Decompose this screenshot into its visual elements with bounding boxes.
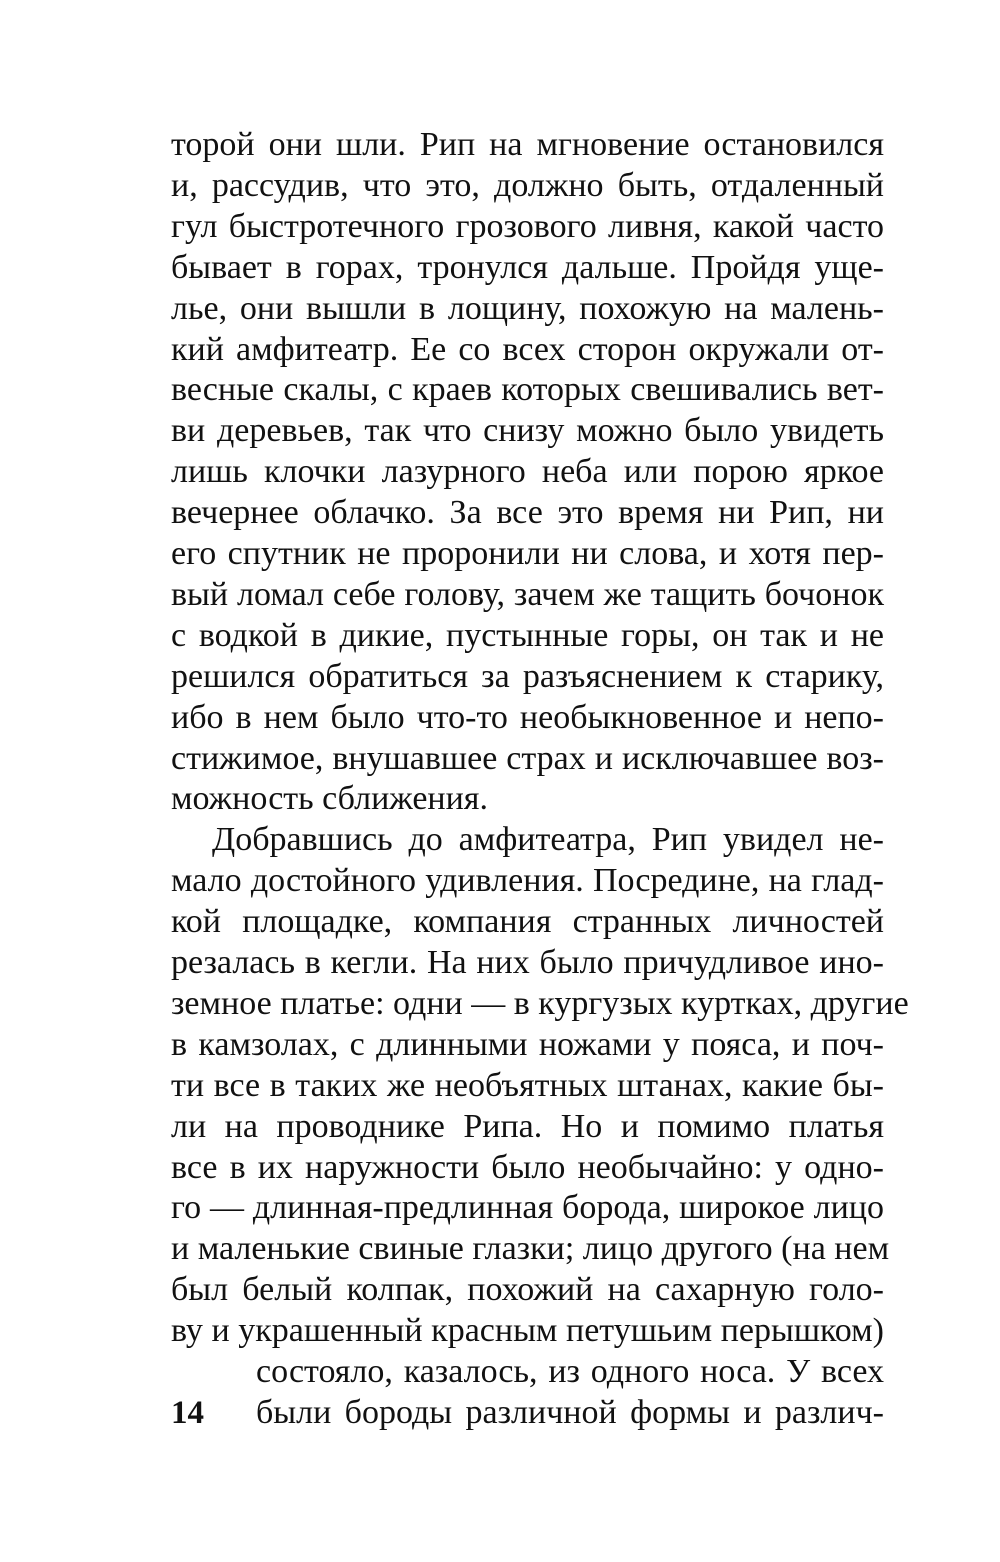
page-number: 14: [171, 1395, 204, 1431]
text-line-23: в камзолах, с длинными ножами у пояса, и поч-: [171, 1026, 884, 1063]
text-line-6: кий амфитеатр. Ее со всех сторон окружали от-: [171, 331, 884, 368]
text-line-12: вый ломал себе голову, зачем же тащить бочонок: [171, 576, 884, 613]
text-line-9: лишь клочки лазурного неба или порою яркое: [171, 453, 884, 490]
text-line-21: резалась в кегли. На них было причудливое ино-: [171, 944, 884, 981]
text-line-13: с водкой в дикие, пустынные горы, он так и не: [171, 617, 884, 654]
text-line-16: стижимое, внушавшее страх и исключавшее воз-: [171, 740, 884, 777]
text-line-30: ву и украшенный красным петушьим перышком): [171, 1312, 884, 1349]
text-line-15: ибо в нем было что-то необыкновенное и непо-: [171, 699, 884, 736]
text-line-25: ли на проводнике Рипа. Но и помимо платья: [171, 1108, 884, 1145]
text-line-27: го — длинная-предлинная борода, широкое лицо: [171, 1189, 884, 1226]
text-line-7: весные скалы, с краев которых свешивались вет-: [171, 371, 884, 408]
text-line-26: все в их наружности было необычайно: у одно-: [171, 1149, 884, 1186]
text-line-14: решился обратиться за разъяснением к старику,: [171, 658, 884, 695]
text-line-2: и, рассудив, что это, должно быть, отдаленный: [171, 167, 884, 204]
text-line-28: и маленькие свиные глазки; лицо другого (на нем: [171, 1230, 890, 1267]
text-line-18: Добравшись до амфитеатра, Рип увидел не-: [212, 821, 884, 858]
text-line-24: ти все в таких же необъятных штанах, какие бы-: [171, 1067, 884, 1104]
text-line-3: гул быстротечного грозового ливня, какой часто: [171, 208, 884, 245]
text-line-11: его спутник не проронили ни слова, и хотя пер-: [171, 535, 884, 572]
text-line-31: состояло, казалось, из одного носа. У всех: [256, 1353, 884, 1390]
text-line-5: лье, они вышли в лощину, похожую на малень-: [171, 290, 884, 327]
text-line-19: мало достойного удивления. Посредине, на глад-: [171, 862, 884, 899]
text-line-17: можность сближения.: [171, 780, 488, 817]
text-line-4: бывает в горах, тронулся дальше. Пройдя уще-: [171, 249, 884, 286]
text-line-22: земное платье: одни — в кургузых куртках, другие: [171, 985, 909, 1022]
text-line-10: вечернее облачко. За все это время ни Рип, ни: [171, 494, 884, 531]
text-line-20: кой площадке, компания странных личностей: [171, 903, 884, 940]
text-line-1: торой они шли. Рип на мгновение остановился: [171, 126, 884, 163]
text-line-8: ви деревьев, так что снизу можно было увидеть: [171, 412, 884, 449]
text-line-29: был белый колпак, похожий на сахарную голо-: [171, 1271, 884, 1308]
text-line-32: были бороды различной формы и различ-: [256, 1394, 884, 1431]
